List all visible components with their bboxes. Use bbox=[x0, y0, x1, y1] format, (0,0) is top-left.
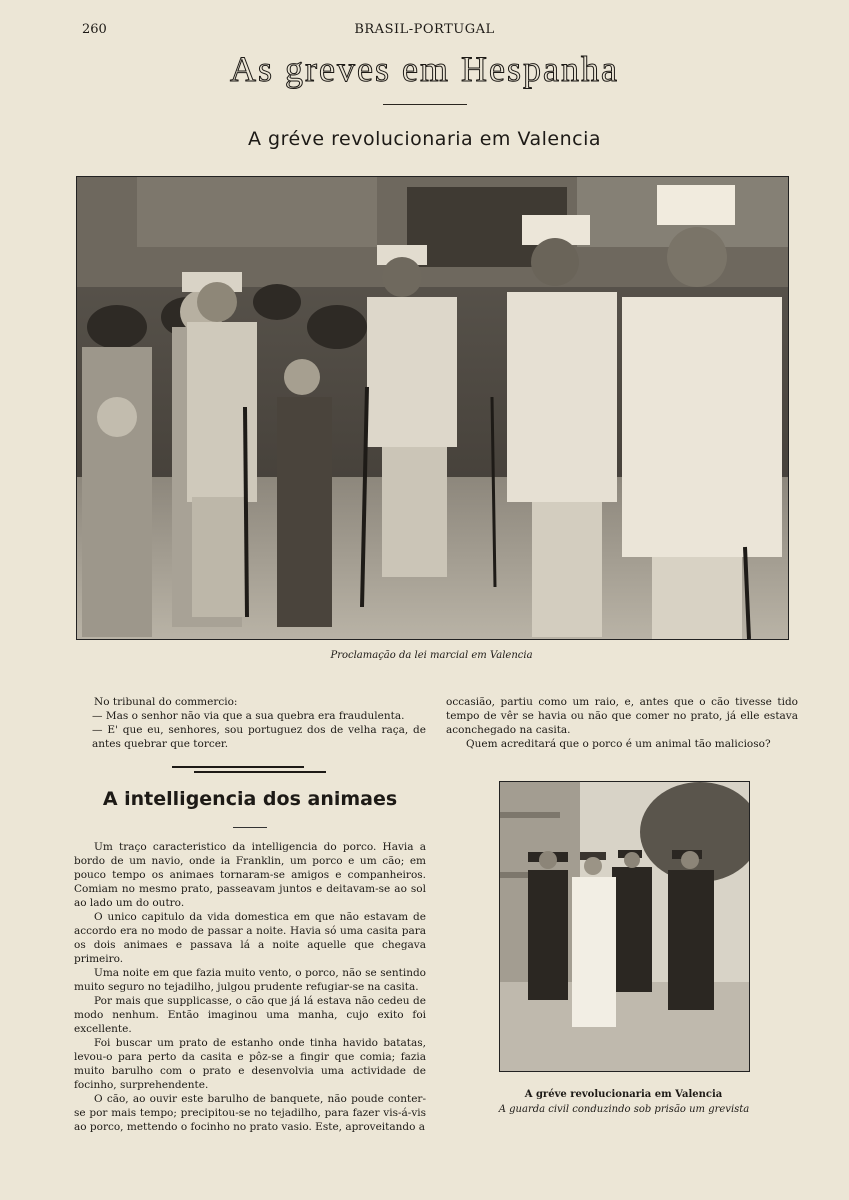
running-title: BRASIL-PORTUGAL bbox=[354, 22, 495, 37]
article-paragraph: O cão, ao ouvir este barulho de banquete, não poude conter-se por mais tempo; precipitou-se no tejadilho, para fazer vis-á-vis ao porco, mettendo o focinho no prato vasio. Este, aproveitando a bbox=[74, 1093, 426, 1133]
section-title-rule bbox=[233, 827, 267, 828]
anecdote-right-column bbox=[446, 695, 798, 751]
article-paragraph: Um traço caracteristico da intelligencia do porco. Havia a bordo de um navio, onde ia Franklin, um porco e um cão; em pouco tempo os animaes tornaram-se amigos e companheiros. Comiam no mesmo prato, passeavam juntos e deitavam-se ao sol ao lado um do outro. bbox=[74, 841, 426, 909]
article-paragraph: Foi buscar um prato de estanho onde tinha havido batatas, levou-o para perto da casita e pôz-se a fingir que comia; fazia muito barulho com o prato e desenvolvia uma actividade de focinho, surprehendente. bbox=[74, 1037, 426, 1091]
main-photo-caption: Proclamação da lei marcial em Valencia bbox=[330, 650, 533, 661]
article-body bbox=[74, 840, 426, 1134]
article-paragraph: O unico capitulo da vida domestica em que não estavam de accordo era no modo de passar a noite. Havia só uma casita para os dois animaes e passava lá a noite aquelle que chegava primeiro. bbox=[74, 911, 426, 965]
article-paragraph: Por mais que supplicasse, o cão que já lá estava não cedeu de modo nenhum. Então imaginou uma manha, cujo exito foi excellente. bbox=[74, 995, 426, 1035]
article-paragraph: Uma noite em que fazia muito vento, o porco, não se sentindo muito seguro no tejadilho, julgou prudente refugiar-se na casita. bbox=[74, 967, 426, 993]
continued-paragraph: occasião, partiu como um raio, e, antes que o cão tivesse tido tempo de vêr se havia ou não que comer no prato, já elle estava aconchegado na casita. bbox=[446, 696, 798, 736]
title-divider bbox=[383, 104, 467, 105]
main-photo bbox=[76, 176, 789, 640]
closing-question: Quem acreditará que o porco é um animal tão malicioso? bbox=[466, 738, 771, 750]
main-title: As greves em Hespanha bbox=[230, 49, 619, 89]
small-photo-image bbox=[500, 782, 749, 1071]
anecdote-line: — E' que eu, senhores, sou portuguez dos de velha raça, de antes quebrar que torcer. bbox=[92, 724, 426, 750]
section-divider-top bbox=[172, 766, 304, 768]
section-title: A intelligencia dos animaes bbox=[102, 788, 398, 810]
page-number: 260 bbox=[82, 22, 107, 37]
anecdote-line: No tribunal do commercio: bbox=[94, 696, 238, 708]
subtitle: A gréve revolucionaria em Valencia bbox=[247, 128, 602, 150]
anecdote-left-column bbox=[74, 695, 426, 751]
small-photo-caption-title: A gréve revolucionaria em Valencia bbox=[524, 1089, 723, 1100]
anecdote-line: — Mas o senhor não via que a sua quebra era fraudulenta. bbox=[92, 710, 405, 722]
section-divider-bottom bbox=[194, 771, 326, 773]
small-photo bbox=[499, 781, 750, 1072]
main-photo-image bbox=[77, 177, 788, 639]
small-photo-caption-text: A guarda civil conduzindo sob prisão um grevista bbox=[498, 1104, 750, 1115]
